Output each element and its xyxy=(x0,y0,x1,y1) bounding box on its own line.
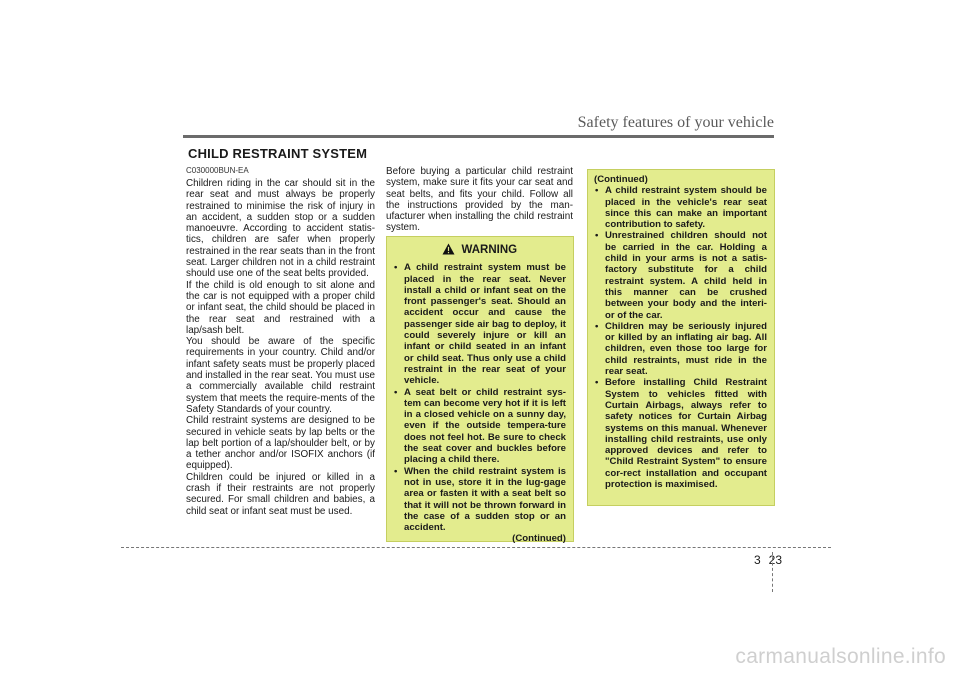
paragraph: Before buying a particular child restraint system, make sure it fits your car seat and seat belts, and fits your child. Follow all the instructions provided by the man-ufacturer when installing the child restraint system. xyxy=(386,166,573,234)
footer-rule xyxy=(121,547,831,548)
middle-intro xyxy=(386,166,573,234)
section-number: 3 xyxy=(753,553,761,567)
list-item: • A seat belt or child restraint sys-tem can become very hot if it is left in a closed vehicle on a sunny day, even if the outside tempera-ture does not feel hot. Be sure to check the seat cover and buckles before placing a child there. xyxy=(393,387,566,466)
page-number xyxy=(754,553,782,567)
page-number-value: 23 xyxy=(768,553,782,567)
warning-label: WARNING xyxy=(461,244,518,256)
section-code: C030000BUN-EA xyxy=(186,166,249,175)
continued-label: (Continued) xyxy=(594,174,648,185)
section-title: CHILD RESTRAINT SYSTEM xyxy=(188,146,368,161)
paragraph: You should be aware of the specific requirements in your country. Child and/or infant safety seats must be properly placed and installed in the rear seat. You must use a commercially available child restraint system that meets the require-ments of the Safety Standards of your country. xyxy=(186,336,375,415)
watermark: carmanualsonline.info xyxy=(735,645,946,668)
continued-note: (Continued) xyxy=(512,533,566,545)
left-column xyxy=(186,166,375,517)
list-item: • Unrestrained children should not be carried in the car. Holding a child in your arms is not a satis-factory substitute for a child restraint system. A child held in this manner can be crushed between your body and the interi-or of the car. xyxy=(594,230,767,320)
paragraph: Child restraint systems are designed to be secured in vehicle seats by lap belts or the lap belt portion of a lap/shoulder belt, or by a tether anchor and/or ISOFIX anchors (if equipped). xyxy=(186,415,375,472)
continued-list xyxy=(594,185,767,490)
footer-divider xyxy=(772,552,773,592)
warning-header xyxy=(393,243,566,258)
warning-triangle-icon xyxy=(442,243,455,258)
warning-box xyxy=(386,236,574,545)
list-item: • A child restraint system should be placed in the vehicle's rear seat since this can make an important contribution to safety. xyxy=(594,185,767,230)
header-title: Safety features of your vehicle xyxy=(577,114,774,131)
list-item: • When the child restraint system is not in use, store it in the lug-gage area or fasten it with a seat belt so that it will not be thrown forward in the case of a sudden stop or an accident. xyxy=(393,466,566,534)
paragraph: Children riding in the car should sit in the rear seat and must always be properly restrained to minimise the risk of injury in an accident, a sudden stop or a sudden manoeuvre. According to accident statis-tics, children are safer when properly restrained in the rear seats than in the front seat. Larger children not in a child restraint should use one of the seat belts provided. xyxy=(186,178,375,280)
paragraph: If the child is old enough to sit alone and the car is not equipped with a proper child or infant seat, the child should be placed in the rear seat and restrained with a lap/sash belt. xyxy=(186,279,375,336)
header-rule xyxy=(183,135,774,138)
list-item: • Children may be seriously injured or killed by an inflating air bag. All children, even those too large for child restraints, must ride in the rear seat. xyxy=(594,321,767,377)
paragraph: Children could be injured or killed in a crash if their restraints are not properly secured. For small children and babies, a child seat or infant seat must be used. xyxy=(186,471,375,517)
continued-box xyxy=(587,169,775,506)
warning-list xyxy=(393,262,566,533)
list-item: • Before installing Child Restraint System to vehicles fitted with Curtain Airbags, always refer to safety notices for Curtain Airbag systems on this manual. Whenever installing child restraints, use only approved devices and refer to "Child Restraint System" to ensure cor-rect installation and occupant protection is maximised. xyxy=(594,377,767,490)
list-item: • A child restraint system must be placed in the rear seat. Never install a child or infant seat on the front passenger's seat. Should an accident occur and cause the passenger side air bag to deploy, it could severely injure or kill an infant or child seated in an infant or child seat. Thus only use a child restraint in the rear seat of your vehicle. xyxy=(393,262,566,386)
